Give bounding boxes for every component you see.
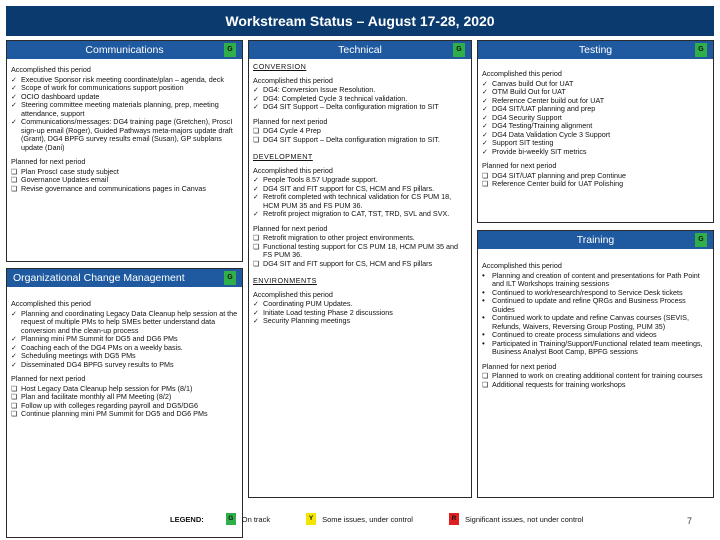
list-item [482,314,709,331]
bullet-icon [482,272,491,281]
ocm-accomplished-title: Accomplished this period [11,299,91,308]
checkbox-icon [253,260,262,270]
bullet-icon [482,340,491,349]
list-item-text: DG4 SIT and FIT support for CS, HCM and FS pillars [263,258,433,268]
list-item-text: Steering committee meeting materials planning, prep, meeting attendance, support [21,100,219,118]
list-item-text: DG4 Cycle 4 Prep [263,126,321,135]
list-item-text: Continued to work/research/respond to Service Desk tickets [492,287,683,297]
training-accomplished-list [482,272,709,357]
checkbox-icon [482,180,491,190]
list-item-text: DG4: Conversion Issue Resolution. [263,85,376,94]
training-header [478,231,713,249]
check-icon [11,101,20,111]
list-item-text: Retrofit completed with technical validation for CS PUM 18, HCM PUM 35 and FS PUM 36. [263,192,452,210]
list-item-text: Functional testing support for CS PUM 18, HCM PUM 35 and FS PUM 36. [263,241,458,259]
communications-planned-title: Planned for next period [11,157,86,166]
testing-header [478,41,713,59]
list-item-text: DG4 Data Validation Cycle 3 Support [492,129,611,139]
check-icon [253,210,262,220]
list-item-text: Plan and facilitate monthly all PM Meeting (8/2) [21,392,172,401]
check-icon [253,103,262,113]
technical-title: Technical [338,44,382,56]
communications-accomplished-list [11,76,238,153]
check-icon [11,361,20,371]
testing-status-badge: G [695,43,707,57]
list-item-text: Communications/messages: DG4 training page (Gretchen), ProscI sign-up email (Roger), Guided Pathways meta-majors update draft (Grant), DG4 BPFG survey results email (Susan), GP subplans update (Dani) [21,117,233,152]
list-item-text: Follow up with colleges regarding payroll and DG5/DG6 [21,400,198,410]
checkbox-icon [482,381,491,391]
list-item-text: OCIO dashboard update [21,91,100,101]
list-item-text: Additional requests for training workshops [492,379,626,389]
list-item [482,272,709,289]
bullet-icon [482,314,491,323]
checkbox-icon [11,410,20,420]
list-item-text: DG4: Completed Cycle 3 technical validation. [263,93,408,103]
check-icon [253,193,262,203]
list-item-text: Scope of work for communications support position [21,83,184,92]
list-item [11,101,238,118]
testing-planned-title: Planned for next period [482,161,557,170]
technical-body [249,59,471,326]
legend-swatch-red: R [449,513,459,525]
training-title: Training [576,234,615,246]
list-item-text: Governance Updates email [21,175,109,184]
communications-title: Communications [85,44,164,56]
testing-planned-list [482,172,709,189]
list-item-text: Initiate Load testing Phase 2 discussions [263,307,393,317]
list-item-text: DG4 Testing/Training alignment [492,121,593,130]
legend-item-green [226,513,270,525]
training-status-badge: G [695,233,707,247]
legend-label-yellow: Some issues, under control [322,514,413,524]
development-accomplished-list [253,176,467,219]
list-item [253,193,467,210]
testing-title: Testing [578,44,613,56]
list-item-text: Host Legacy Data Cleanup help session for PMs (8/1) [21,383,193,393]
list-item [253,260,467,269]
list-item-text: Support SIT testing [492,138,554,147]
list-item [11,118,238,152]
ocm-planned-list [11,385,238,419]
ocm-title: Organizational Change Management [13,272,185,284]
list-item-text: Reference Center build out for UAT [492,95,605,105]
legend-swatch-green: G [226,513,236,525]
communications-status-badge: G [224,43,236,57]
list-item-text: Reference Center build for UAT Polishing [492,179,624,188]
bullet-icon [482,297,491,306]
list-item-text: Continue planning mini PM Summit for DG5 and DG6 PMs [21,409,208,418]
legend-label-red: Significant issues, not under control [464,514,584,524]
list-item-text: Security Planning meetings [263,316,351,325]
check-icon [11,310,20,320]
training-body [478,249,713,389]
training-accomplished-title: Accomplished this period [482,261,562,270]
training-planned-title: Planned for next period [482,361,557,371]
ocm-accomplished-list [11,310,238,370]
list-item-text: Scheduling meetings with DG5 PMs [21,351,136,360]
list-item-text: Planning and coordinating Legacy Data Cleanup help session at the request of multiple PMs to help SMEs better understand data conversion and the clean-up process [21,308,238,335]
list-item-text: Planned to work on creating additional content for training courses [492,371,703,380]
check-icon [482,148,491,158]
list-item-text: Canvas build Out for UAT [492,78,574,88]
list-item-text: Participated in Training/Support/Functional related team meetings, Business Analyst Boot Camp, BPFG sessions [492,338,703,356]
ocm-status-badge: G [224,271,236,285]
check-icon [253,317,262,327]
communications-header [7,41,242,59]
list-item [253,243,467,260]
communications-planned-list [11,168,238,194]
list-item-text: People Tools 8.57 Upgrade support. [263,175,378,184]
technical-header [249,41,471,59]
list-item [253,136,467,145]
training-panel [477,230,714,498]
testing-accomplished-list [482,80,709,157]
conversion-planned-title: Planned for next period [253,116,328,126]
ocm-planned-title: Planned for next period [11,374,86,383]
legend [170,512,619,526]
list-item-text: DG4 SIT Support – Delta configuration migration to SIT [263,102,439,111]
development-planned-title: Planned for next period [253,223,328,233]
list-item [482,180,709,189]
ocm-panel [6,268,243,538]
list-item-text: Planning and creation of content and presentations for Path Point and ILT Workshops training sessions [492,270,700,288]
list-item-text: DG4 SIT Support – Delta configuration migration to SIT. [263,134,440,144]
list-item-text: Disseminated DG4 BPFG survey results to PMs [21,359,174,369]
list-item-text: Continued work to update and refine Canvas courses (SEVIS, Refunds, Waivers, Reversing Group Posting, PUM 35) [492,313,689,331]
communications-body [7,59,242,193]
list-item [11,361,238,370]
list-item-text: Executive Sponsor risk meeting coordinate/plan – agenda, deck [21,74,224,84]
checkbox-icon [253,136,262,146]
list-item [482,297,709,314]
legend-label-green: On track [241,514,271,524]
list-item-text: Planning mini PM Summit for DG5 and DG6 PMs [21,334,178,343]
development-heading: DEVELOPMENT [253,152,313,161]
list-item [482,148,709,157]
training-planned-list [482,372,709,389]
environments-heading: ENVIRONMENTS [253,276,317,285]
list-item [11,410,238,419]
technical-status-badge: G [453,43,465,57]
list-item [11,310,238,336]
list-item-text: DG4 SIT and FIT support for CS, HCM and FS pillars. [263,183,435,193]
checkbox-icon [253,243,262,253]
list-item-text: Revise governance and communications pages in Canvas [21,183,206,193]
list-item [253,103,467,112]
list-item-text: Retrofit project migration to CAT, TST, TRD, SVL and SVX. [263,209,450,218]
communications-panel [6,40,243,262]
conversion-planned-list [253,127,467,144]
checkbox-icon [11,185,20,195]
legend-item-red [449,513,583,525]
page-number: 7 [686,516,692,526]
legend-item-yellow [306,513,413,525]
environments-accomplished-list [253,300,467,326]
list-item-text: DG4 SIT/UAT planning and prep [492,104,596,113]
list-item-text: Retrofit migration to other project environments. [263,233,415,242]
list-item [253,210,467,219]
list-item-text: Continued to create process simulations and videos [492,330,657,339]
list-item-text: OTM Build Out for UAT [492,87,566,96]
list-item-text: Plan ProscI case study subject [21,166,119,176]
development-planned-list [253,234,467,268]
communications-accomplished-title: Accomplished this period [11,65,91,74]
list-item-text: Continued to update and refine QRGs and Business Process Guides [492,296,686,314]
list-item [253,317,467,326]
list-item-text: Coaching each of the DG4 PMs on a weekly basis. [21,342,183,352]
environments-accomplished-title: Accomplished this period [253,289,333,299]
list-item-text: DG4 SIT/UAT planning and prep Continue [492,170,626,180]
list-item-text: Coordinating PUM Updates. [263,299,353,308]
list-item [482,340,709,357]
conversion-accomplished-list [253,86,467,112]
testing-body [478,59,713,189]
development-accomplished-title: Accomplished this period [253,165,333,175]
legend-swatch-yellow: Y [306,513,316,525]
testing-panel [477,40,714,223]
list-item-text: DG4 Security Support [492,112,562,122]
conversion-accomplished-title: Accomplished this period [253,75,333,85]
list-item-text: Provide bi-weekly SIT metrics [492,146,587,156]
legend-title: LEGEND: [170,514,204,524]
page-title: Workstream Status – August 17-28, 2020 [6,6,714,36]
check-icon [11,118,20,128]
list-item [11,185,238,194]
technical-panel [248,40,472,498]
ocm-body [7,287,242,419]
conversion-heading: CONVERSION [253,62,307,71]
list-item [482,381,709,390]
ocm-header [7,269,242,287]
testing-accomplished-title: Accomplished this period [482,69,562,78]
